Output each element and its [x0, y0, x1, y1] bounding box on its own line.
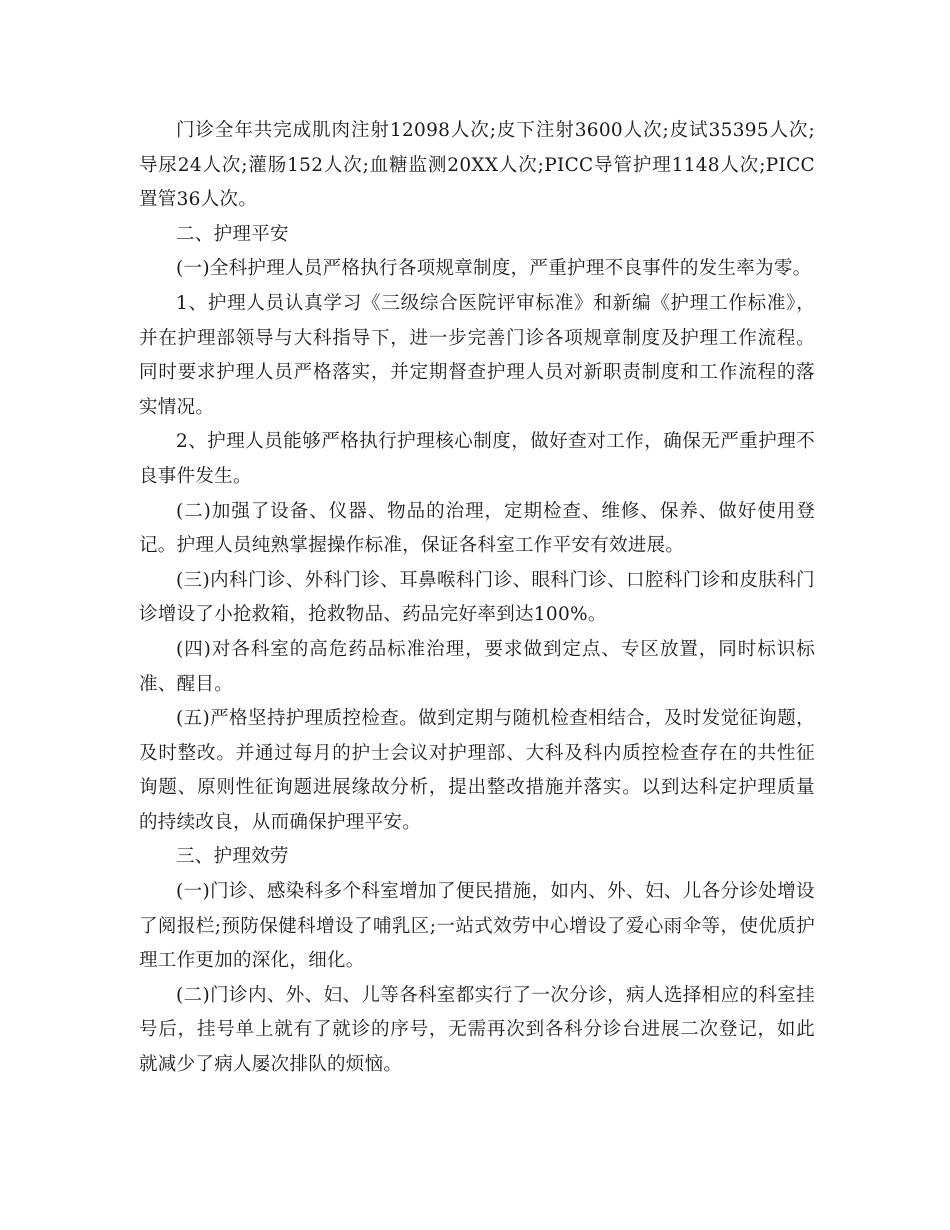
- paragraph-safety-subitem-1: 1、护理人员认真学习《三级综合医院评审标准》和新编《护理工作标准》，并在护理部领导与大科指导下，进一步完善门诊各项规章制度及护理工作流程。同时要求护理人员严格落实，并定期督查护理人员对新职责制度和工作流程的落实情况。: [139, 292, 815, 418]
- paragraph-safety-item-4: (四)对各科室的高危药品标准治理，要求做到定点、专区放置，同时标识标准、醒目。: [139, 638, 815, 695]
- paragraph-service-item-2: (二)门诊内、外、妇、儿等各科室都实行了一次分诊，病人选择相应的科室挂号后，挂号单上就有了就诊的序号，无需再次到各科分诊台进展二次登记，如此就减少了病人屡次排队的烦恼。: [139, 984, 815, 1076]
- section-heading-nursing-safety: 二、护理平安: [176, 223, 289, 245]
- paragraph-safety-item-1: (一)全科护理人员严格执行各项规章制度，严重护理不良事件的发生率为零。: [176, 258, 812, 280]
- section-heading-nursing-service: 三、护理效劳: [176, 846, 289, 868]
- paragraph-safety-item-2: (二)加强了设备、仪器、物品的治理，定期检查、维修、保养、做好使用登记。护理人员纯熟掌握操作标准，保证各科室工作平安有效进展。: [139, 500, 815, 557]
- paragraph-outpatient-statistics: 门诊全年共完成肌肉注射12098人次;皮下注射3600人次;皮试35395人次;导尿24人次;灌肠152人次;血糖监测20XX人次;PICC导管护理1148人次;PICC置管36人次。: [139, 120, 815, 211]
- paragraph-safety-subitem-2: 2、护理人员能够严格执行护理核心制度，做好查对工作，确保无严重护理不良事件发生。: [139, 431, 815, 487]
- document-page: [139, 114, 815, 1083]
- paragraph-safety-item-5: (五)严格坚持护理质控检查。做到定期与随机检查相结合，及时发觉征询题，及时整改。并通过每月的护士会议对护理部、大科及科内质控检查存在的共性征询题、原则性征询题进展缘故分析，提出整改措施并落实。以到达科定护理质量的持续改良，从而确保护理平安。: [139, 708, 815, 833]
- paragraph-safety-item-3: (三)内科门诊、外科门诊、耳鼻喉科门诊、眼科门诊、口腔科门诊和皮肤科门诊增设了小抢救箱，抢救物品、药品完好率到达100%。: [139, 569, 815, 626]
- paragraph-service-item-1: (一)门诊、感染科多个科室增加了便民措施，如内、外、妇、儿各分诊处增设了阅报栏;预防保健科增设了哺乳区;一站式效劳中心增设了爱心雨伞等，使优质护理工作更加的深化，细化。: [139, 881, 815, 972]
